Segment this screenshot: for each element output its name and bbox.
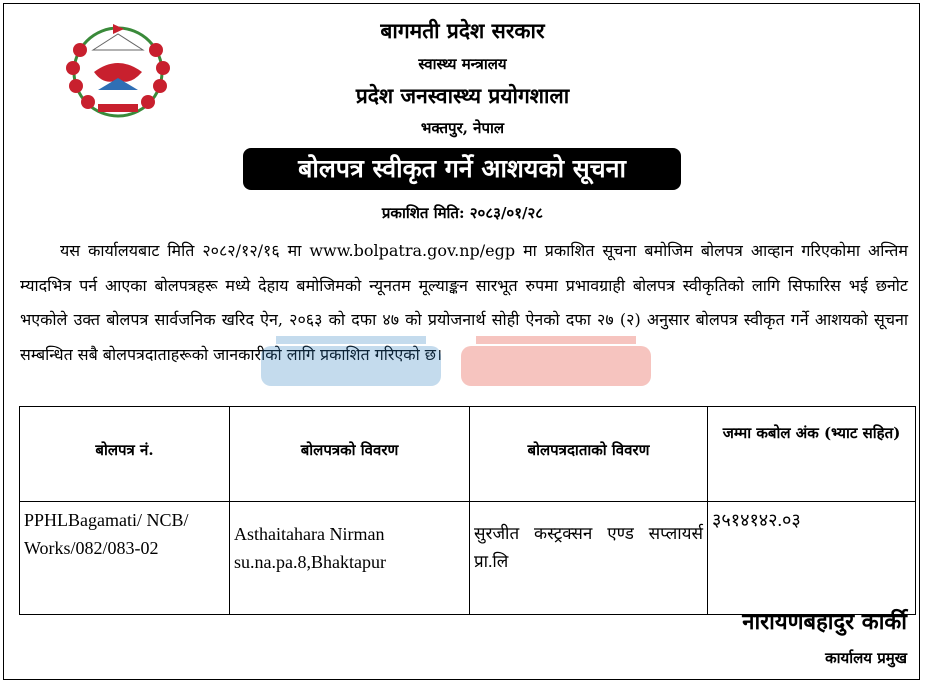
signatory-title: कार्यालय प्रमुख [825, 649, 907, 667]
header-government: बागमती प्रदेश सरकार [380, 18, 545, 43]
col-header-bid-no: बोलपत्र नं. [20, 407, 230, 502]
header-ministry: स्वास्थ्य मन्त्रालय [418, 55, 507, 73]
header-location: भक्तपुर, नेपाल [420, 119, 505, 137]
table-row [20, 502, 916, 615]
cell-bid-description: Asthaitahara Nirman su.na.pa.8,Bhaktapur [230, 502, 470, 615]
notice-title: बोलपत्र स्वीकृत गर्ने आशयको सूचना [243, 148, 681, 190]
cell-bidder: सुरजीत कस्ट्रक्सन एण्ड सप्लायर्स प्रा.लि [470, 502, 708, 615]
header-office: प्रदेश जनस्वास्थ्य प्रयोगशाला [355, 83, 570, 108]
col-header-bid-description: बोलपत्रको विवरण [230, 407, 470, 502]
signatory-name: नारायणबहादुर कार्की [742, 609, 907, 635]
bid-table [19, 406, 916, 615]
cell-bid-no: PPHLBagamati/ NCB/ Works/082/083-02 [20, 502, 230, 615]
published-date: प्रकाशित मिति: २०८३/०१/२८ [381, 204, 544, 222]
col-header-total-amount: जम्मा कबोल अंक (भ्याट सहित) [708, 407, 916, 502]
col-header-bidder: बोलपत्रदाताको विवरण [470, 407, 708, 502]
table-header-row [20, 407, 916, 502]
cell-total-amount: ३५१४१४२.०३ [708, 502, 916, 615]
notice-body: यस कार्यालयबाट मिति २०८२/१२/१६ मा www.bolpatra.gov.np/egp मा प्रकाशित सूचना बमोजिम बोलपत्र आव्हान गरिएकोमा अन्तिम म्यादभित्र पर्न आएका बोलपत्रहरू मध्ये देहाय बमोजिमको न्यूनतम मूल्याङ्कन सारभूत रुपमा प्रभावग्राही बोलपत्र स्वीकृतिको लागि सिफारिस भई छनोट भएकोले उक्त बोलपत्र सार्वजनिक खरिद ऐन, २०६३ को दफा ४७ को प्रयोजनार्थ सोही ऐनको दफा २७ (२) अनुसार बोलपत्र स्वीकृत गर्ने आशयको सूचना सम्बन्धित सबै बोलपत्रदाताहरूको जानकारीको लागि प्रकाशित गरिएको छ। [20, 241, 908, 364]
